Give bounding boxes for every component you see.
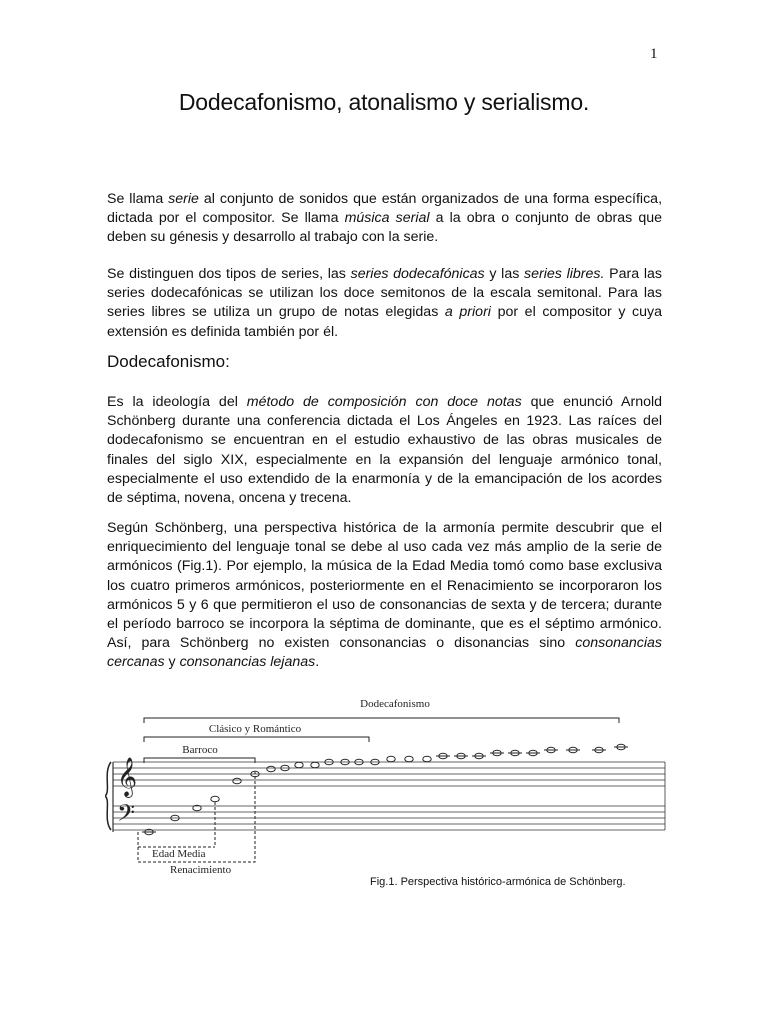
note-head [233,778,241,784]
bracket-edad-media [138,832,215,847]
label-renacimiento: Renacimiento [170,864,232,876]
paragraph-serie: Se llama serie al conjunto de sonidos que están organizados de una forma específica, dictada por el compositor. Se llama música serial a la obra o conjunto de obras que deben su génesis y desarrollo al trabajo con la serie. [107,191,663,246]
bass-clef-icon: 𝄢 [117,801,136,832]
figure-caption: Fig.1. Perspectiva histórico-armónica de Schönberg. [370,876,626,888]
bracket-clasico [144,737,369,742]
note-head [267,766,275,772]
note-head [295,762,303,768]
harmonic-series-figure [105,692,667,877]
note-head [311,762,319,768]
treble-clef-icon: 𝄞 [117,759,138,796]
note-head [387,756,395,762]
paragraph-tipos-series: Se distinguen dos tipos de series, las series dodecafónicas y las series libres. Para las series dodecafónicas se utilizan los doce semitonos de la escala semitonal. Para las series libres se utiliza un grupo de notas elegidas a priori por el compositor y cuya extensión es definida también por él. [107,266,662,340]
label-clasico: Clásico y Romántico [208,723,302,735]
page-number: 1 [650,46,658,62]
note-head [405,756,413,762]
label-dodecafonismo: Dodecafonismo [360,698,430,710]
brace-icon [105,762,111,830]
section-heading: Dodecafonismo: [107,352,230,371]
grand-staff [113,762,665,832]
note-head [211,796,219,802]
page-title: Dodecafonismo, atonalismo y serialismo. [178,89,590,115]
label-barroco: Barroco [182,744,218,756]
note-head [423,756,431,762]
label-edad-media: Edad Media [152,848,206,860]
era-brackets [138,718,619,862]
paragraph-schonberg: Según Schönberg, una perspectiva histórica de la armonía permite descubrir que el enriquecimiento del lenguaje tonal se debe al uso cada vez más amplio de la serie de armónicos (Fig.1). Por ejemplo, la música de la Edad Media tomó como base exclusiva los cuatro primeros armónicos, posteriormente en el Renacimiento se incorporaron los armónicos 5 y 6 que permitieron el uso de consonancias de sexta y de tercera; durante el período barroco se incorpora la séptima de dominante, que es el séptimo armónico. Así, para Schönberg no existen consonancias o disonancias sino consonancias cercanas y consonancias lejanas. [107,520,662,671]
paragraph-ideologia: Es la ideología del método de composición con doce notas que enunció Arnold Schönberg durante una conferencia dictada el Los Ángeles en 1923. Las raíces del dodecafonismo se encuentran en el estudio exhaustivo de las obras musicales de finales del siglo XIX, especialmente en la expansión del lenguaje armónico tonal, especialmente el uso extendido de la enarmonía y de la emancipación de los acordes de séptima, novena, oncena y trecena. [107,394,663,507]
